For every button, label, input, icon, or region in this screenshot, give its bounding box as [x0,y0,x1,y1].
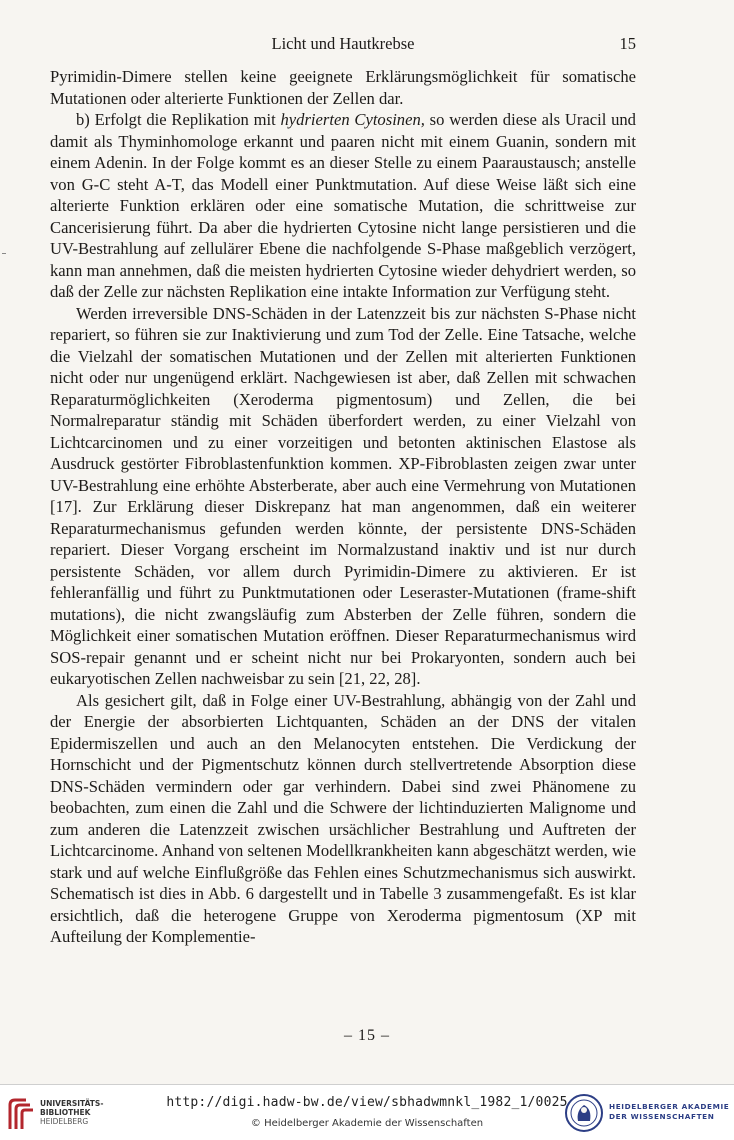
page-number: 15 [619,34,636,53]
page-header [50,34,636,56]
paragraph-2-italic: hydrierten Cytosinen, [280,110,425,129]
academy-line-2: DER WISSENSCHAFTEN [609,1112,715,1121]
academy-seal-icon [564,1093,604,1133]
body-text [50,66,636,948]
library-line-2: BIBLIOTHEK [40,1108,91,1117]
academy-line-1: HEIDELBERGER AKADEMIE [609,1102,730,1111]
paragraph-2-lead: b) Erfolgt die Replikation mit [76,110,281,129]
viewer-footer-bar [0,1084,734,1140]
page-marker: – 15 – [344,1027,390,1044]
permalink-url[interactable]: http://digi.hadw-bw.de/view/sbhadwmnkl_1982_1/0025 [166,1095,568,1110]
paragraph-4: Als gesichert gilt, daß in Folge einer UV-Bestrahlung, abhängig von der Zahl und der Energie der absorbierten Lichtquanten, Schäden an der DNS der vitalen Epidermiszellen und auch an den Melanocyten entstehen. Die Verdickung der Hornschicht und der Pigmentschutz können durch stellvertretende Absorption diese DNS-Schäden vermindern oder gar verhindern. Dabei sind zwei Phänomene zu beobachten, zum einen die Zahl und die Schwere der lichtinduzierten Malignome und zum anderen die Latenzzeit zwischen ursächlicher Bestrahlung und Auftreten der Lichtcarcinome. Anhand von seltenen Modellkrankheiten kann abgeschätzt werden, wie stark und auf welche Einflußgröße das Fehlen eines Schutzmechanismus sich auswirkt. Schematisch ist dies in Abb. 6 dargestellt und in Tabelle 3 zusammengefaßt. Es ist klar ersichtlich, daß die heterogene Gruppe von Xeroderma pigmentosum (XP mit Aufteilung der Komplementie- [50,690,636,946]
library-line-1: UNIVERSITÄTS- [40,1099,104,1108]
academy-name [609,1102,729,1122]
paragraph-2-rest: so werden diese als Uracil und damit als Thyminhomologe erkannt und paaren nicht mit einem Guanin, sondern mit einem Adenin. In der Folge kommt es an dieser Stelle zu einem Paaraustausch; anstelle von G-C steht A-T, das Modell einer Punktmutation. Auf diese Weise läßt sich eine alterierte Funktion erklären oder eine somatische Mutation, die schrittweise zur Cancerisierung führt. Da aber die hydrierten Cytosine nicht lange persistieren und die UV-Bestrahlung auf zellulärer Ebene die nachfolgende S-Phase maßgeblich verzögert, kann man annehmen, daß die meisten hydrierten Cytosine wieder dehydriert werden, so daß der Zelle zur nächsten Replikation eine intakte Information zur Verfügung steht. [50,110,636,301]
margin-mark [2,253,6,254]
paragraph-3: Werden irreversible DNS-Schäden in der Latenzzeit bis zur nächsten S-Phase nicht repariert, so führen sie zur Inaktivierung und zum Tod der Zelle. Eine Tatsache, welche die Vielzahl der somatischen Mutationen und der Zellen mit alterierten Funktionen nicht oder nur ungenügend erklärt. Nachgewiesen ist aber, daß Zellen mit schwachen Reparaturmöglichkeiten (Xeroderma pigmentosum) und Zellen, die bei Normalreparatur ständig mit Schäden überfordert werden, zu einer Vielzahl von Lichtcarcinomen und zu einer vorzeitigen und betonten aktinischen Elastose als Ausdruck gestörter Fibroblastenfunktion kommen. XP-Fibroblasten zeigen zwar unter UV-Bestrahlung eine erhöhte Absterberate, aber auch eine Vermehrung von Mutationen [17]. Zur Erklärung dieser Diskrepanz hat man angenommen, daß ein weiterer Reparaturmechanismus gefunden werden könnte, der persistente DNS-Schäden repariert. Dieser Vorgang erscheint im Normalzustand inaktiv und ist nur durch persistente Schäden, vor allem durch Pyrimidin-Dimere zu aktivieren. Er ist fehleranfällig und führt zu Punktmutationen oder Leseraster-Mutationen (frame-shift mutations), die nicht zwangsläufig zum Absterben der Zelle führen, sondern die Möglichkeit einer somatischen Mutation eröffnen. Dieser Reparaturmechanismus wird SOS-repair genannt und er scheint nicht nur bei Prokaryonten, sondern auch bei eukaryotischen Zellen nachweisbar zu sein [21, 22, 28]. [50,303,636,688]
library-line-3: HEIDELBERG [40,1117,89,1126]
paragraph-1: Pyrimidin-Dimere stellen keine geeignete Erklärungsmöglichkeit für somatische Mutationen oder alterierte Funktionen der Zellen dar. [50,67,636,108]
paragraph-2 [50,109,636,303]
running-title: Licht und Hautkrebse [271,34,415,53]
copyright-notice: © Heidelberger Akademie der Wissenschaften [250,1118,484,1129]
